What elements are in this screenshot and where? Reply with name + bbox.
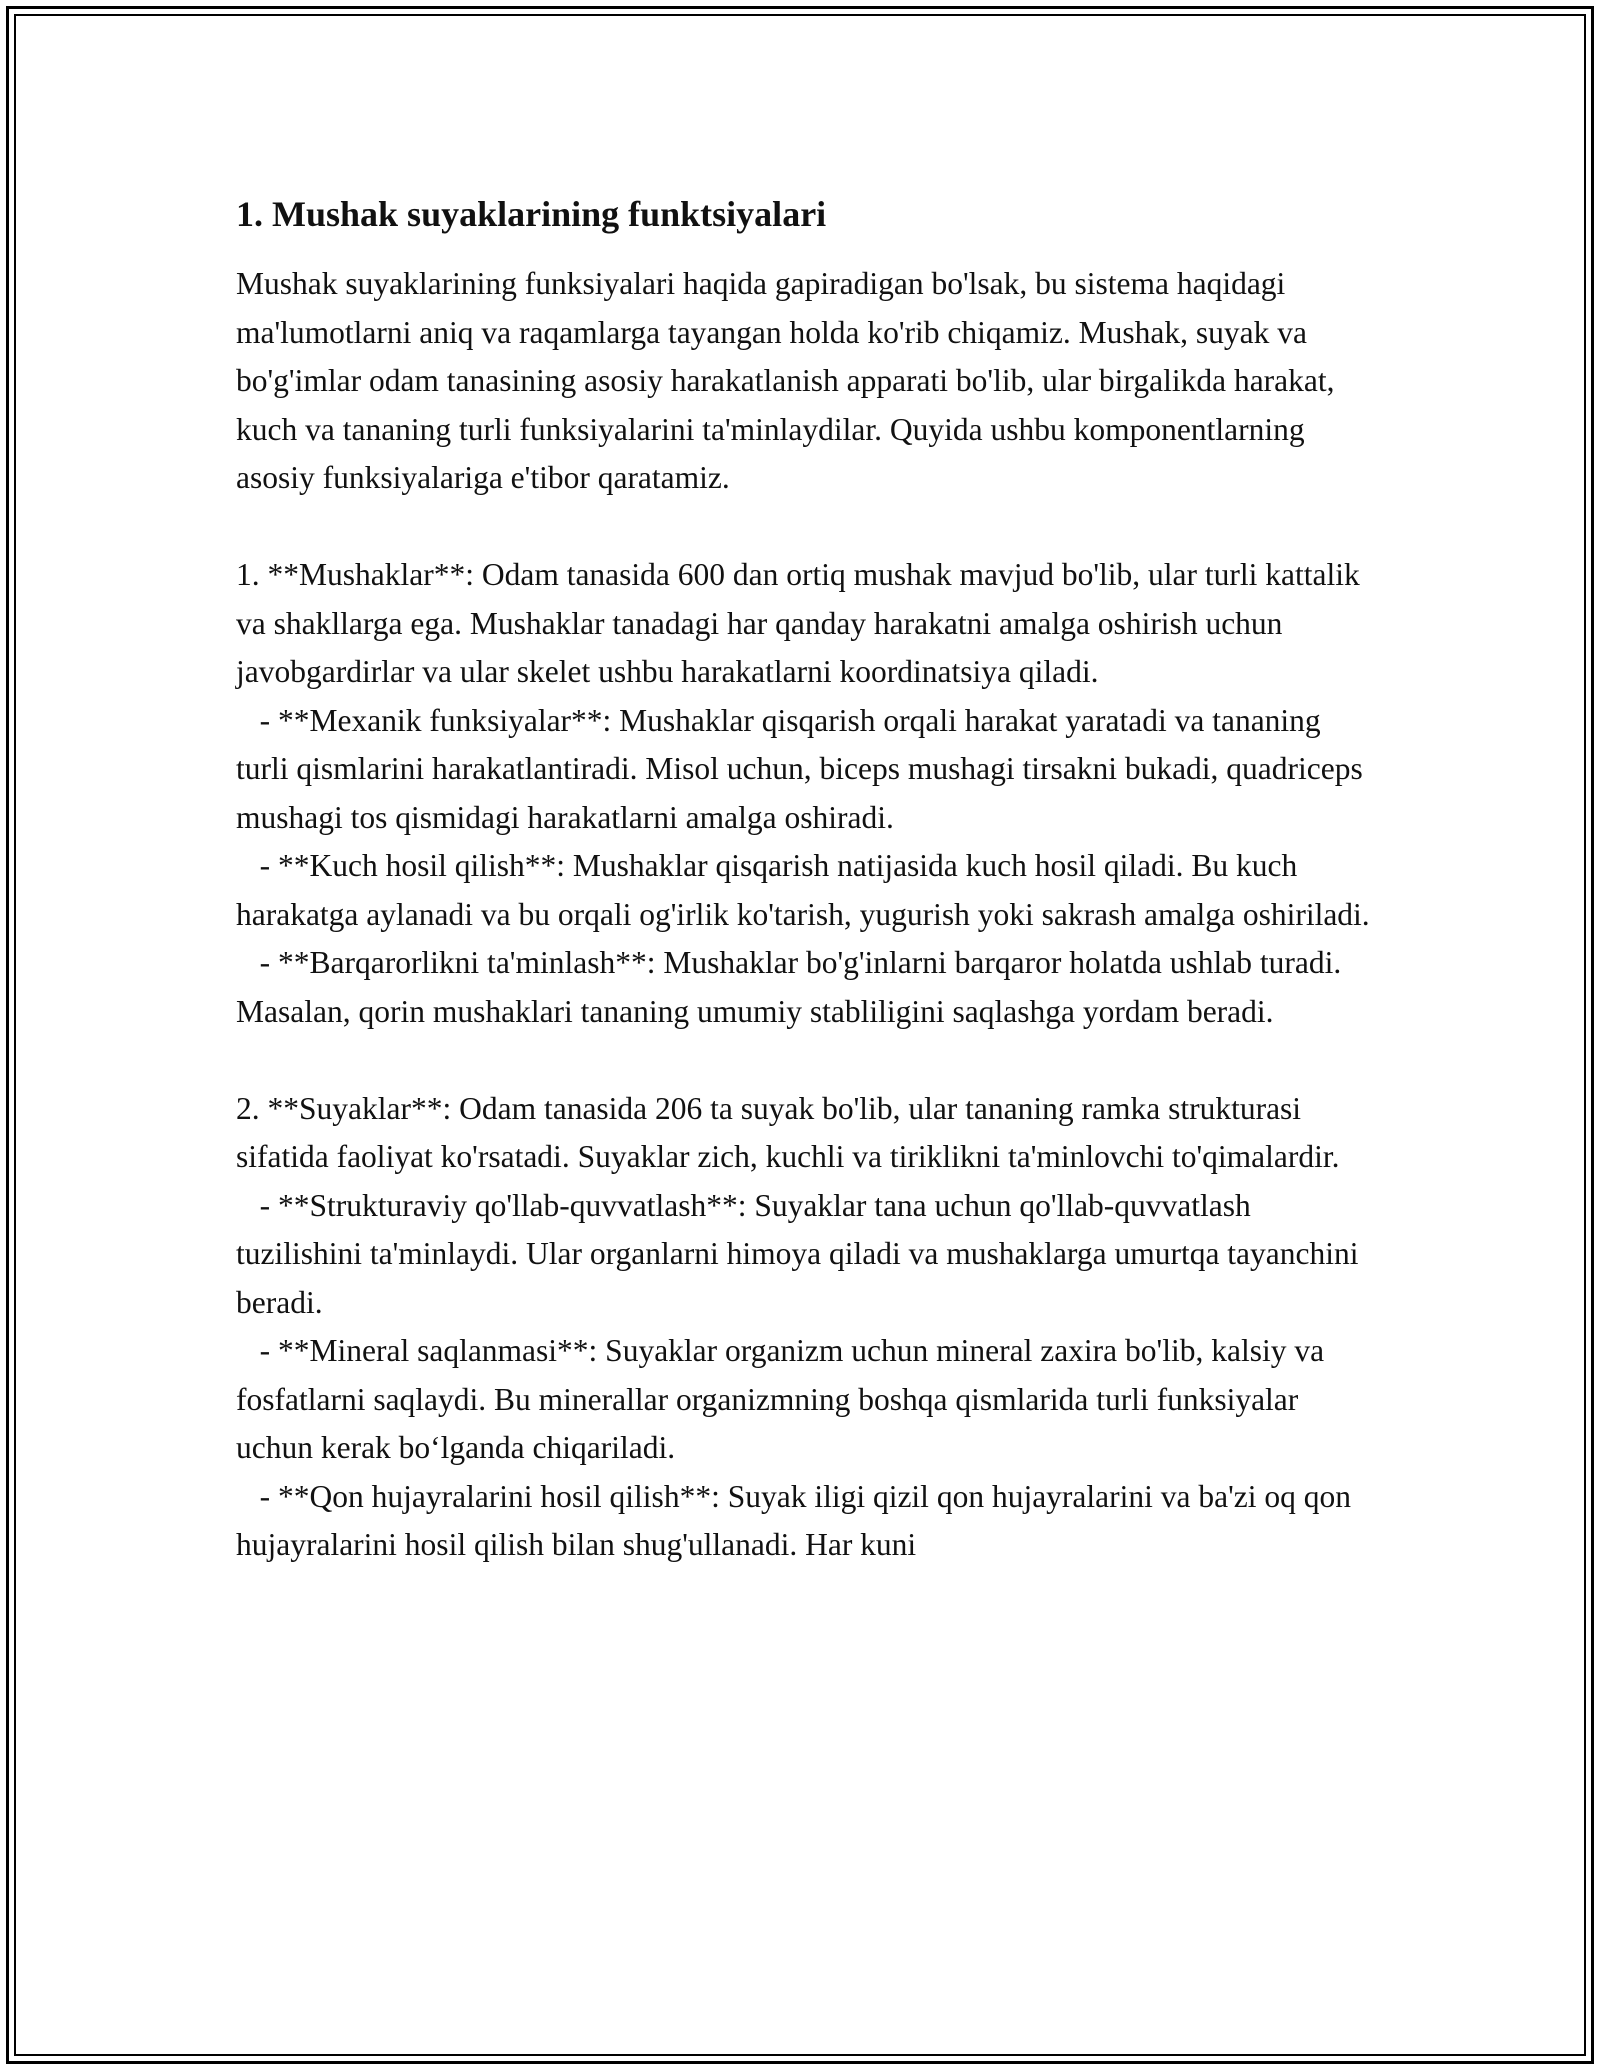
section-1-item-mechanical: - **Mexanik funksiyalar**: Mushaklar qisqarish orqali harakat yaratadi va tananing turli qismlarini harakatlantiradi. Misol uchun, biceps mushagi tirsakni bukadi, quadriceps mushagi tos qismidagi harakatlarni amalga oshiradi. — [236, 702, 1371, 835]
intro-paragraph: Mushak suyaklarining funksiyalari haqida gapiradigan bo'lsak, bu sistema haqidagi ma'lumotlarni aniq va raqamlarga tayangan holda ko'rib chiqamiz. Mushak, suyak va bo'g'imlar odam tanasining asosiy harakatlanish apparati bo'lib, ular birgalikda harakat, kuch va tananing turli funksiyalarini ta'minlaydilar. Quyida ushbu komponentlarning asosiy funksiyalariga e'tibor qaratamiz. — [236, 266, 1343, 495]
paragraph-gap — [236, 503, 1376, 552]
section-1-heading: 1. **Mushaklar**: Odam tanasida 600 dan ortiq mushak mavjud bo'lib, ular turli kattalik va shakllarga ega. Mushaklar tanadagi har qanday harakatni amalga oshirish uchun javobgardirlar va ular skelet ushbu harakatlarni koordinatsiya qiladi. — [236, 557, 1368, 689]
paragraph-gap — [236, 1036, 1376, 1085]
section-1-item-force: - **Kuch hosil qilish**: Mushaklar qisqarish natijasida kuch hosil qiladi. Bu kuch harakatga aylanadi va bu orqali og'irlik ko'tarish, yugurish yoki sakrash amalga oshiriladi. — [236, 848, 1370, 932]
document-title: 1. Mushak suyaklarining funktsiyalari — [236, 194, 827, 234]
section-2-item-blood-cells: - **Qon hujayralarini hosil qilish**: Suyak iligi qizil qon hujayralarini va ba'zi oq qon hujayralarini hosil qilish bilan shug'ullanadi. Har kuni — [236, 1478, 1359, 1562]
section-2-heading: 2. **Suyaklar**: Odam tanasida 206 ta suyak bo'lib, ular tananing ramka strukturasi sifatida faoliyat ko'rsatadi. Suyaklar zich, kuchli va tiriklikni ta'minlovchi to'qimalardir. — [236, 1090, 1340, 1174]
section-2-item-minerals: - **Mineral saqlanmasi**: Suyaklar organizm uchun mineral zaxira bo'lib, kalsiy va fosfatlarni saqlaydi. Bu minerallar organizmning boshqa qismlarida turli funksiyalar uchun kerak bo‘lganda chiqariladi. — [236, 1333, 1332, 1465]
section-2-item-support: - **Strukturaviy qo'llab-quvvatlash**: Suyaklar tana uchun qo'llab-quvvatlash tuzilishini ta'minlaydi. Ular organlarni himoya qiladi va mushaklarga umurtqa tayanchini beradi. — [236, 1187, 1367, 1320]
section-1-item-stability: - **Barqarorlikni ta'minlash**: Mushaklar bo'g'inlarni barqaror holatda ushlab turadi. Masalan, qorin mushaklari tananing umumiy stabliligini saqlashga yordam beradi. — [236, 945, 1350, 1029]
document-page — [236, 186, 1376, 1570]
